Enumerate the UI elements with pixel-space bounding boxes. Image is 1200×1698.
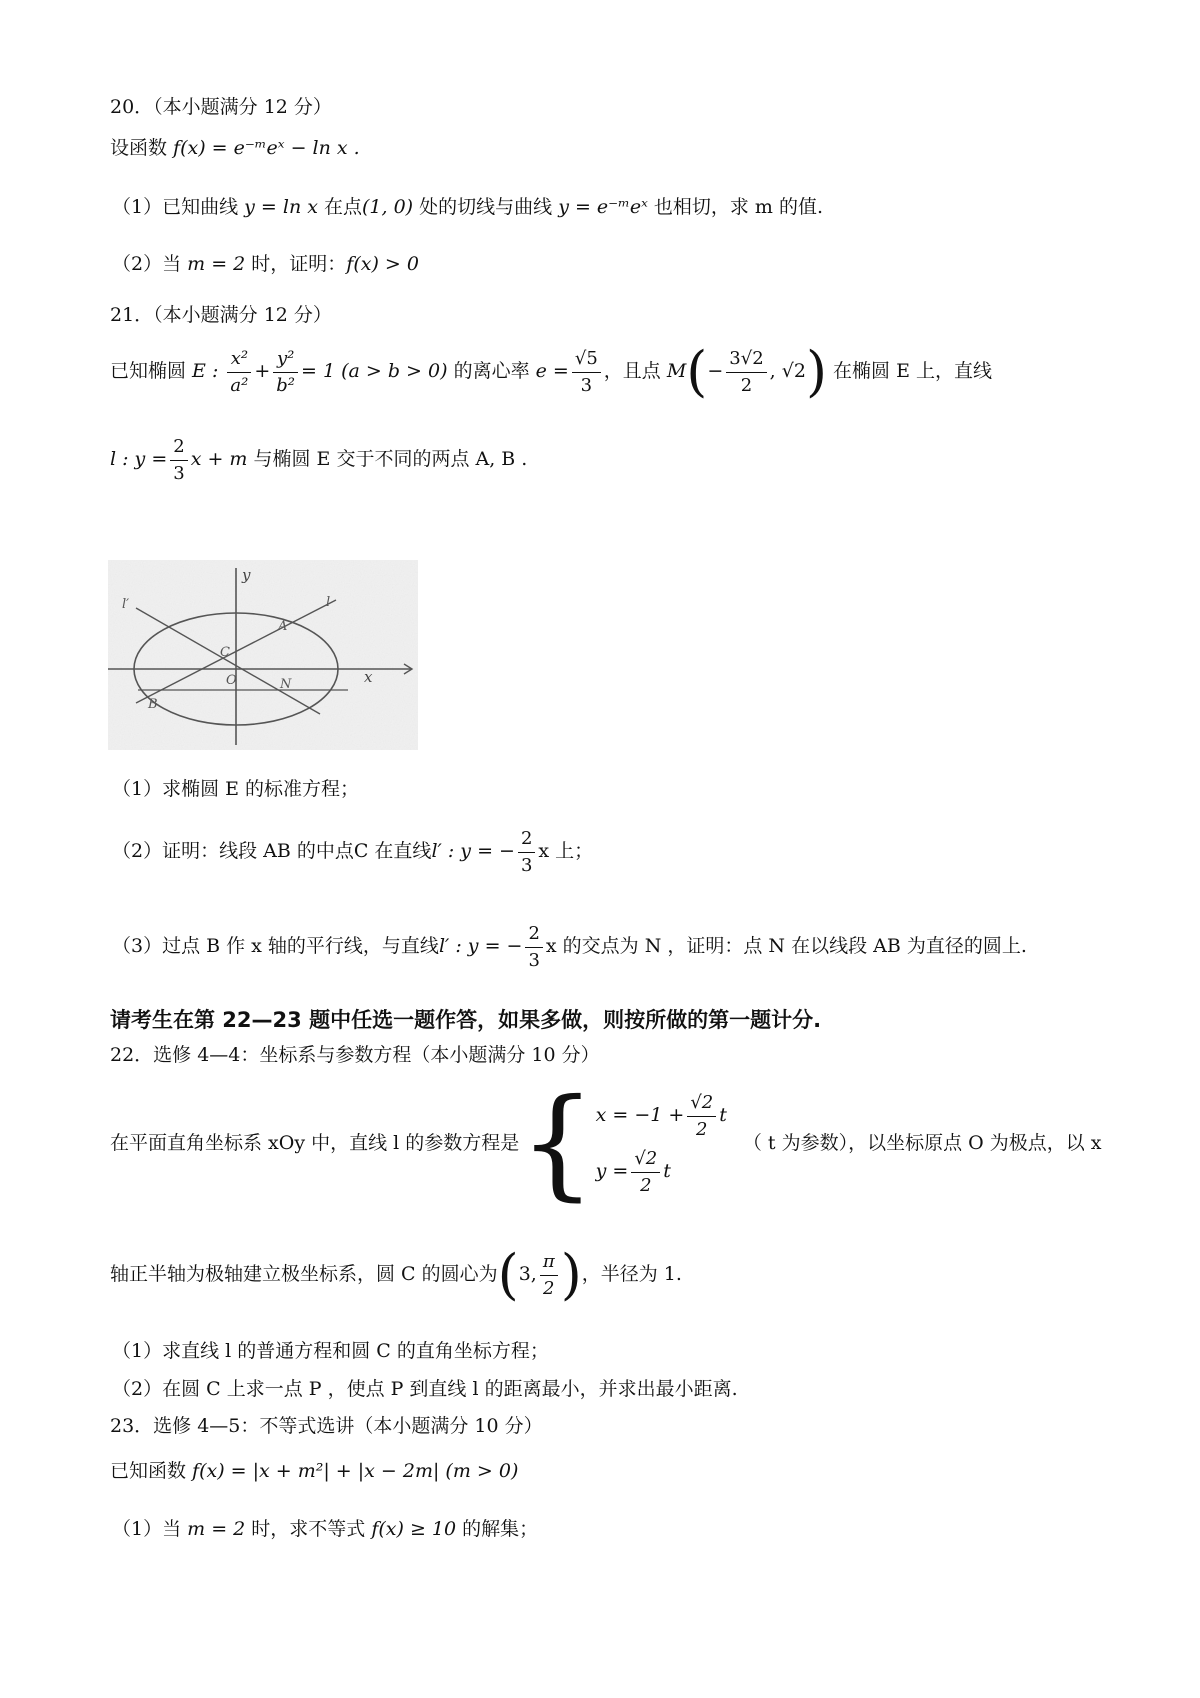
- q21-a2: a²: [230, 374, 249, 396]
- q21-ellipse-lhs: E :: [192, 360, 219, 382]
- q20-p1-math2: (1, 0): [362, 196, 414, 218]
- q20-p1-mid1: 在点: [317, 196, 362, 218]
- q22-intro: [110, 1074, 1102, 1214]
- q22-header: 22．选修 4—4：坐标系与参数方程（本小题满分 10 分）: [110, 1044, 600, 1066]
- q22-center-num: π: [540, 1251, 558, 1276]
- label-A: A: [278, 619, 288, 634]
- q21-ecc-text: 的离心率: [447, 360, 536, 382]
- q21-paren-left: (: [686, 340, 708, 403]
- q21-frac-y: [273, 348, 298, 396]
- q21-line-l: [110, 436, 527, 484]
- q22-eq2-rhs: t: [663, 1160, 671, 1183]
- q22-eq2-den: 2: [640, 1174, 652, 1196]
- q22-intro-prefix: 在平面直角坐标系 xOy 中，直线 l 的参数方程是: [110, 1132, 520, 1155]
- q23-p1-math2: f(x) ≥ 10: [371, 1518, 457, 1540]
- q21-three: 3: [580, 374, 593, 396]
- q22-paren-left: (: [497, 1243, 519, 1306]
- q22-eq1-frac: [687, 1092, 716, 1140]
- label-C: C: [220, 645, 230, 660]
- q22-param-system: [596, 1084, 727, 1204]
- q21-p3-line: l′ : y = −: [438, 935, 523, 958]
- q23-def-math: f(x) = |x + m²| + |x − 2m| (m > 0): [192, 1460, 519, 1482]
- q21-p2-frac: [518, 828, 535, 876]
- q21-part1: （1）求椭圆 E 的标准方程；: [112, 778, 360, 800]
- q21-p2-den: 3: [520, 854, 533, 876]
- q21-ellipse-rhs: = 1 (a > b > 0): [301, 360, 448, 382]
- q22-line2: [110, 1243, 682, 1306]
- q21-x2: x²: [227, 348, 251, 373]
- q21-point-M: M: [666, 360, 687, 382]
- q22-line2-suffix: ，半径为 1.: [581, 1263, 682, 1285]
- q21-sqrt5: √5: [572, 348, 601, 373]
- q21-frac-x: [227, 348, 251, 396]
- q20-p1-math3: y = e⁻ᵐeˣ: [558, 196, 648, 218]
- q23-part1: [112, 1518, 538, 1541]
- label-l-prime: l′: [122, 597, 130, 612]
- q21-p3-prefix: （3）过点 B 作 x 轴的平行线，与直线: [112, 935, 439, 958]
- q22-part2: （2）在圆 C 上求一点 P ，使点 P 到直线 l 的距离最小，并求出最小距离.: [112, 1378, 738, 1400]
- q22-paren-right: ): [560, 1243, 582, 1306]
- label-l: l: [326, 595, 331, 610]
- q22-center-a: 3,: [518, 1263, 537, 1285]
- q22-eq1: [596, 1092, 727, 1140]
- q21-frac-m: [726, 348, 766, 396]
- q21-line-rhs: x + m: [190, 448, 248, 471]
- q20-p1-suffix: 也相切，求 m 的值.: [647, 196, 824, 218]
- q21-line-lhs: l : y =: [110, 448, 168, 471]
- q20-definition: [110, 137, 360, 160]
- q22-line2-prefix: 轴正半轴为极轴建立极坐标系，圆 C 的圆心为: [110, 1263, 498, 1285]
- q22-eq2: [596, 1148, 727, 1196]
- q20-p1-mid2: 处的切线与曲线: [413, 196, 559, 218]
- label-O: O: [226, 673, 237, 688]
- q22-brace: {: [519, 1074, 596, 1214]
- q21-p3-den: 3: [528, 949, 540, 971]
- q21-intro: 已知椭圆 E : $\frac{\text{x²}}{\text{a²}}$ + $\frac{\text{y²}}{\text{b²}}$ = 1 (a > b > 0) 的离心率 e = $\frac{√5}{3}$ ，且点 M(− $\frac{3√2}{2}$ , √2) 在椭圆 E 上，直线: [110, 340, 993, 403]
- q22-eq1-lhs: x = −1 +: [595, 1104, 685, 1127]
- label-N: N: [280, 677, 292, 692]
- q21-frac-line: [170, 436, 187, 484]
- label-x: x: [364, 668, 373, 686]
- q23-definition: [110, 1460, 518, 1483]
- q22-eq2-num: √2: [631, 1148, 660, 1173]
- q20-p1-math1: y = ln x: [244, 196, 318, 218]
- q21-b2: b²: [276, 374, 296, 396]
- choice-note: 请考生在第 22—23 题中任选一题作答，如果多做，则按所做的第一题计分.: [110, 1008, 822, 1032]
- q21-p3-frac: [525, 923, 542, 971]
- q20-def-prefix: 设函数: [110, 137, 174, 159]
- q21-p2-line: l′ : y = −: [431, 840, 515, 863]
- label-B: B: [148, 697, 158, 712]
- q22-eq1-num: √2: [687, 1092, 716, 1117]
- q23-p1-math1: m = 2: [187, 1518, 246, 1540]
- q21-part2: [112, 828, 593, 876]
- q22-center-frac: [540, 1251, 558, 1299]
- q22-center-den: 2: [543, 1277, 555, 1299]
- figure-grain: [108, 560, 418, 750]
- q21-line-num: 2: [170, 436, 187, 461]
- q20-p2-prefix: （2）当: [112, 253, 188, 275]
- q21-p3-suffix: x 的交点为 N ，证明：点 N 在以线段 AB 为直径的圆上.: [545, 935, 1027, 958]
- q21-p2-prefix: （2）证明：线段 AB 的中点C 在直线: [112, 840, 432, 863]
- q20-p2-mid: 时，证明：: [245, 253, 347, 275]
- q23-header: 23．选修 4—5：不等式选讲（本小题满分 10 分）: [110, 1415, 543, 1437]
- q20-header: 20．（本小题满分 12 分）: [110, 96, 332, 118]
- ellipse-figure: [108, 560, 418, 750]
- q23-p1-suffix: 的解集；: [456, 1518, 539, 1540]
- q21-point-text: ，且点: [603, 360, 667, 382]
- q20-p2-math2: f(x) > 0: [346, 253, 419, 275]
- q21-p2-num: 2: [518, 828, 535, 853]
- q21-on-text: 在椭圆 E 上，直线: [827, 360, 993, 382]
- q21-paren-right: ): [805, 340, 828, 403]
- q21-header: 21．（本小题满分 12 分）: [110, 304, 332, 326]
- q21-intro-prefix: 已知椭圆: [110, 360, 193, 382]
- q21-frac-ecc: [572, 348, 601, 396]
- q21-neg: −: [707, 360, 724, 382]
- q22-eq2-frac: [631, 1148, 660, 1196]
- q21-m-den: 2: [740, 374, 753, 396]
- q22-eq1-rhs: t: [719, 1104, 727, 1127]
- q21-part3: [112, 923, 1027, 971]
- q20-p1-prefix: （1）已知曲线: [112, 196, 245, 218]
- q21-m-y: , √2: [769, 360, 806, 382]
- q22-part1: （1）求直线 l 的普通方程和圆 C 的直角坐标方程；: [112, 1340, 549, 1362]
- q21-y2: y²: [273, 348, 298, 373]
- q21-p3-num: 2: [525, 923, 542, 948]
- q23-def-prefix: 已知函数: [110, 1460, 193, 1482]
- q21-line-den: 3: [173, 462, 185, 484]
- label-y: y: [242, 566, 251, 584]
- q21-line-suffix: 与椭圆 E 交于不同的两点 A, B .: [247, 448, 528, 471]
- q21-m-num: 3√2: [726, 348, 766, 373]
- q23-p1-mid: 时，求不等式: [245, 1518, 372, 1540]
- q22-eq1-den: 2: [696, 1118, 708, 1140]
- q22-eq2-lhs: y =: [595, 1160, 629, 1183]
- q21-p2-suffix: x 上；: [538, 840, 594, 863]
- q20-def-math: f(x) = e⁻ᵐeˣ − ln x .: [173, 137, 360, 159]
- q20-part2: [112, 253, 419, 276]
- q20-part1: [112, 196, 823, 219]
- q22-intro-suffix: （ t 为参数），以坐标原点 O 为极点，以 x: [742, 1132, 1102, 1155]
- q20-p2-math1: m = 2: [187, 253, 246, 275]
- q23-p1-prefix: （1）当: [112, 1518, 188, 1540]
- q21-ecc-lhs: e =: [535, 360, 569, 382]
